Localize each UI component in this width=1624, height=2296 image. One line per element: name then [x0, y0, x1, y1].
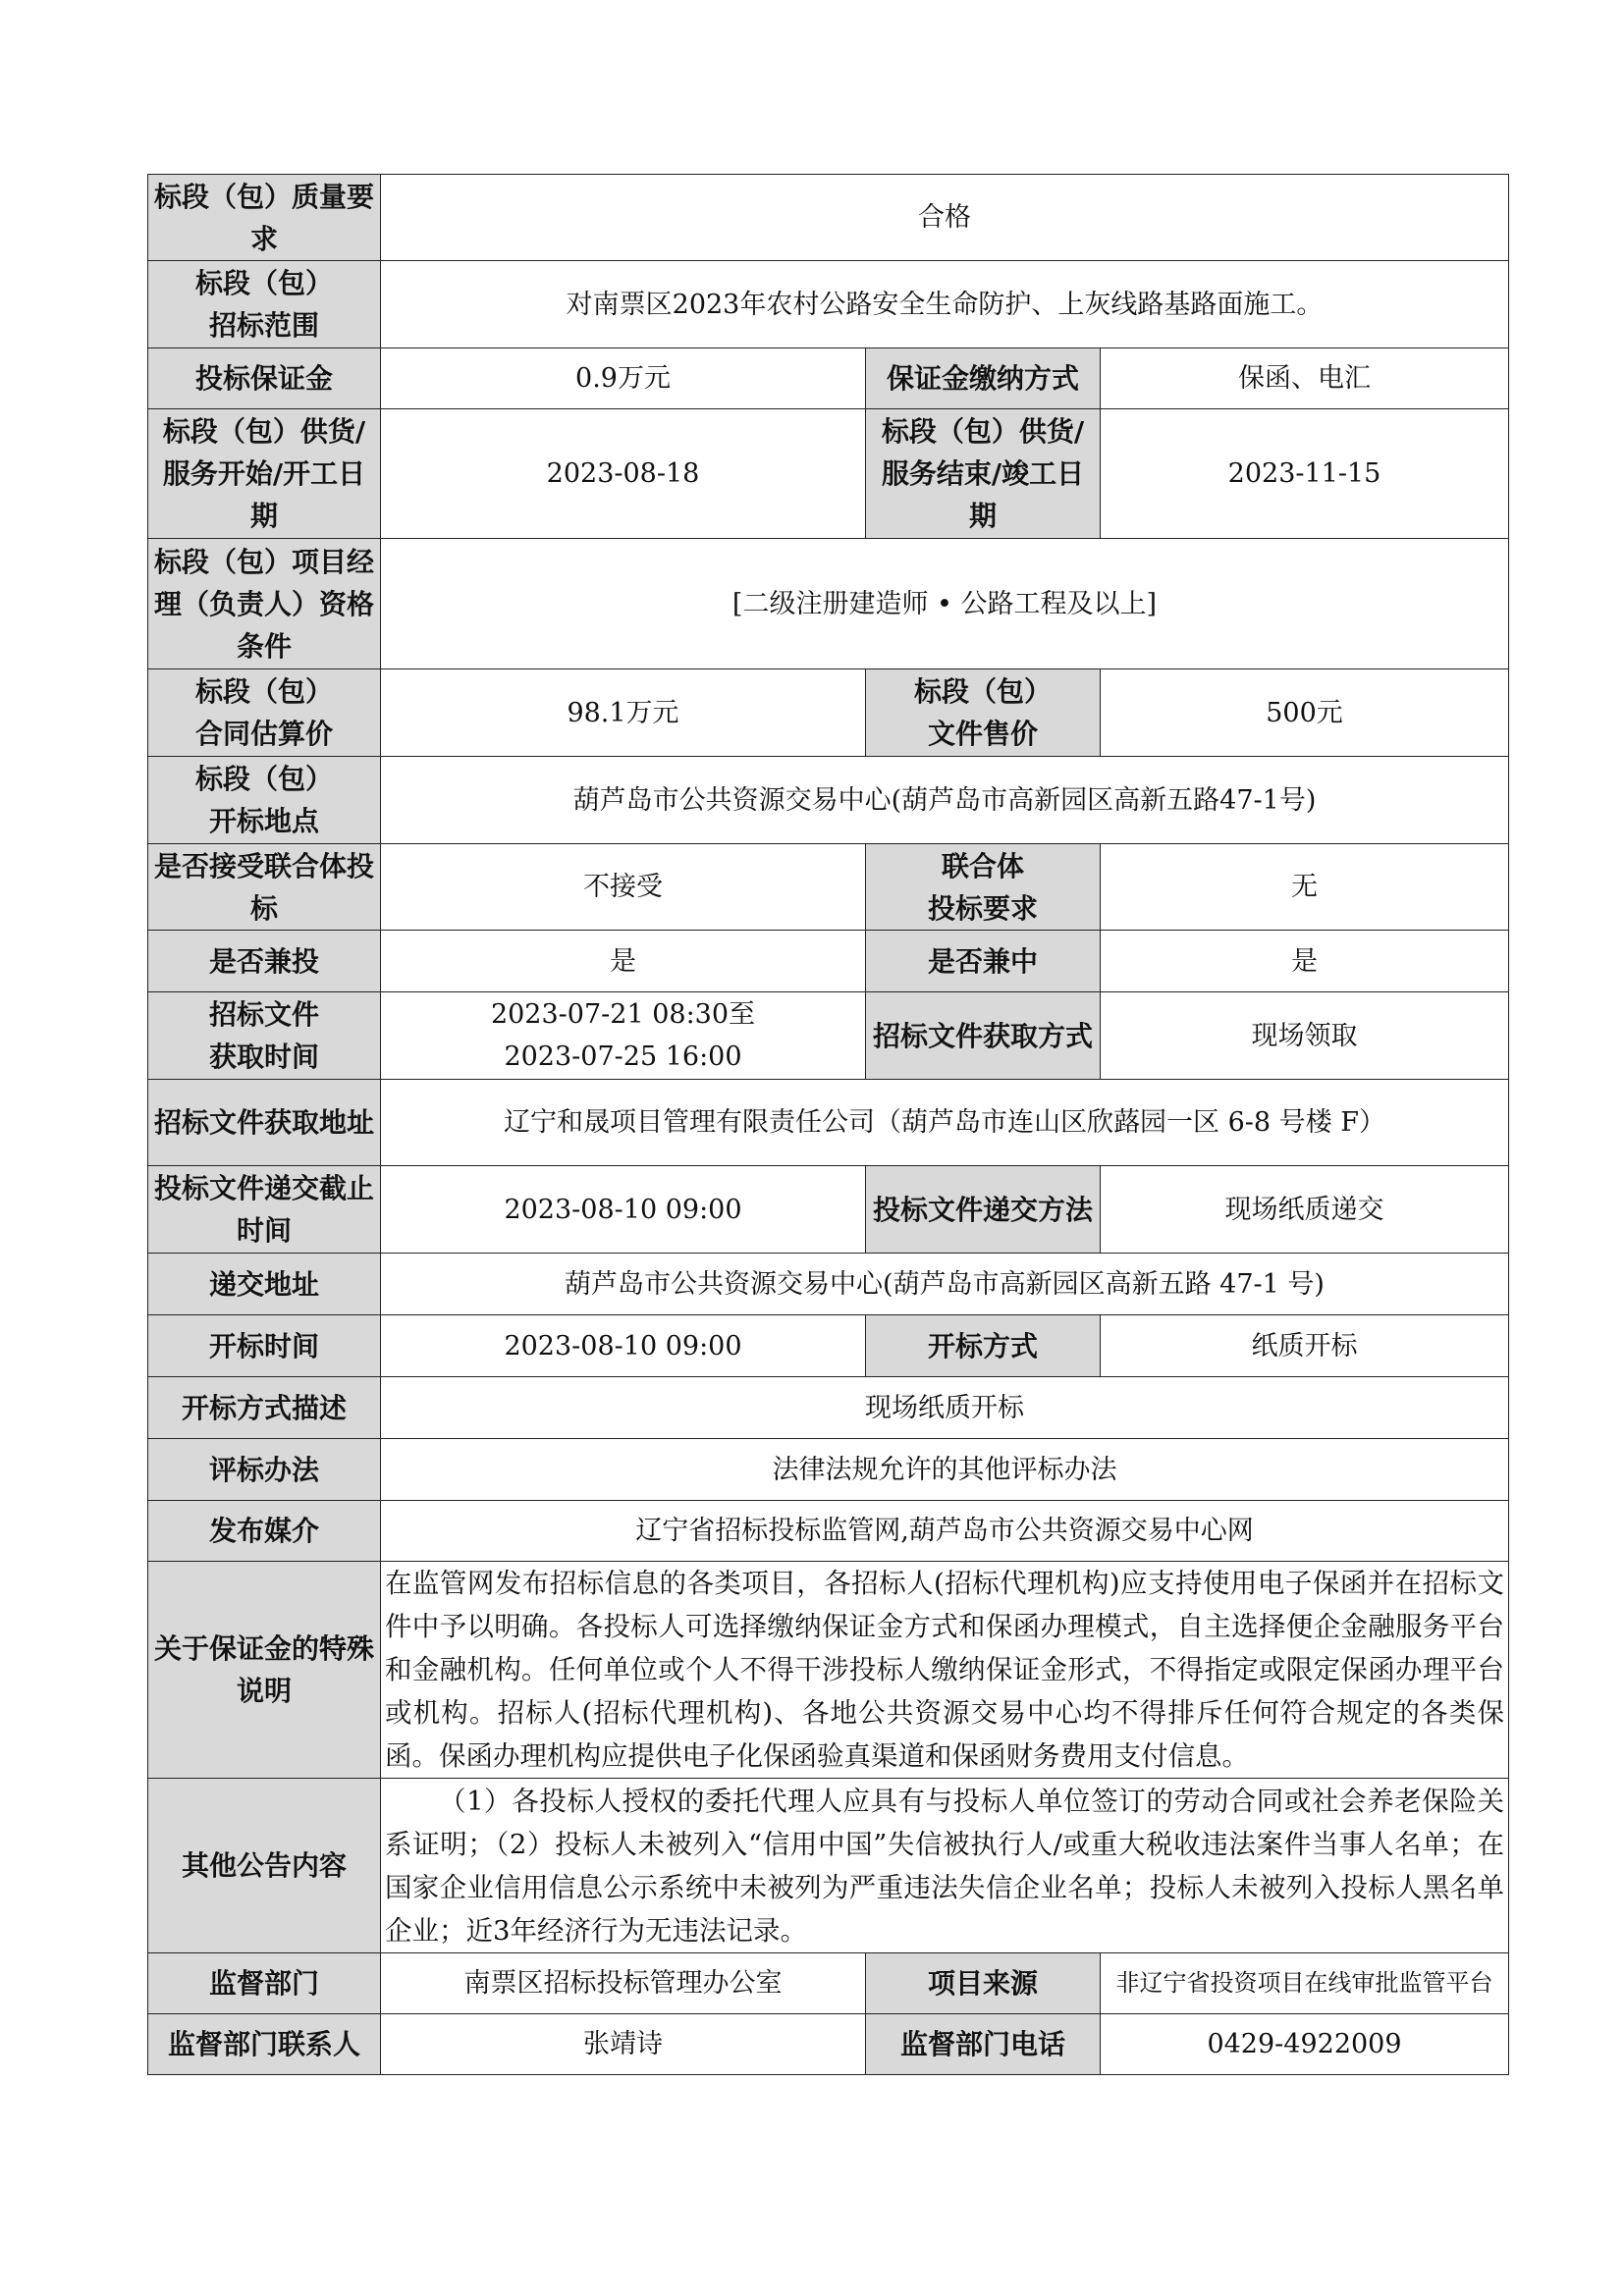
label-bond-note: 关于保证金的特殊说明: [148, 1562, 381, 1779]
label-consortium-req-line2: 投标要求: [927, 891, 1038, 925]
label-contract-price-line1: 标段（包）: [194, 675, 333, 708]
label-doc-method: 招标文件获取方式: [866, 992, 1101, 1080]
label-scope-line1: 标段（包）: [194, 267, 333, 299]
value-contract-price: 98.1万元: [381, 669, 866, 757]
value-multi-bid: 是: [381, 931, 866, 992]
value-phone: 0429-4922009: [1101, 2014, 1509, 2075]
row-deadline: [148, 1166, 1509, 1254]
value-doc-addr: 辽宁和晟项目管理有限责任公司（葫芦岛市连山区欣蕗园一区 6-8 号楼 F）: [381, 1080, 1509, 1166]
value-doc-time: [381, 992, 866, 1080]
row-consortium: [148, 844, 1509, 931]
row-supervise: [148, 1953, 1509, 2014]
label-multi-bid: 是否兼投: [148, 931, 381, 992]
label-location-line1: 标段（包）: [194, 763, 333, 795]
label-project-source: 项目来源: [866, 1953, 1101, 2014]
label-location: [148, 757, 381, 844]
value-doc-time-start: 2023-07-21 08:30至: [490, 999, 756, 1030]
value-submit-addr: 葫芦岛市公共资源交易中心(葫芦岛市高新园区高新五路 47-1 号): [381, 1254, 1509, 1315]
value-doc-price: 500元: [1101, 669, 1509, 757]
label-open-time: 开标时间: [148, 1315, 381, 1377]
value-open-time: 2023-08-10 09:00: [381, 1315, 866, 1377]
value-quality: 合格: [381, 175, 1509, 261]
value-scope: 对南票区2023年农村公路安全生命防护、上灰线路基路面施工。: [381, 261, 1509, 348]
value-eval: 法律法规允许的其他评标办法: [381, 1439, 1509, 1501]
label-contract-price-line2: 合同估算价: [194, 718, 333, 750]
label-consortium-req: [866, 844, 1101, 931]
value-open-method: 纸质开标: [1101, 1315, 1509, 1377]
label-supervise: 监督部门: [148, 1953, 381, 2014]
row-eval: [148, 1439, 1509, 1501]
label-doc-price-line2: 文件售价: [927, 718, 1038, 750]
value-consortium: 不接受: [381, 844, 866, 931]
row-other: [148, 1779, 1509, 1953]
value-manager: [二级注册建造师 • 公路工程及以上]: [381, 539, 1509, 669]
label-location-line2: 开标地点: [208, 805, 319, 837]
label-end-date: 标段（包）供货/服务结束/竣工日期: [866, 409, 1101, 539]
label-consortium-req-line1: 联合体: [941, 849, 1024, 882]
row-doc-time: [148, 992, 1509, 1080]
label-doc-addr: 招标文件获取地址: [148, 1080, 381, 1166]
row-bond-note: [148, 1562, 1509, 1779]
value-multi-win: 是: [1101, 931, 1509, 992]
label-eval: 评标办法: [148, 1439, 381, 1501]
label-deadline: 投标文件递交截止时间: [148, 1166, 381, 1254]
value-end-date: 2023-11-15: [1101, 409, 1509, 539]
label-start-date: 标段（包）供货/服务开始/开工日期: [148, 409, 381, 539]
value-media: 辽宁省招标投标监管网,葫芦岛市公共资源交易中心网: [381, 1501, 1509, 1562]
value-bond: 0.9万元: [381, 348, 866, 409]
label-media: 发布媒介: [148, 1501, 381, 1562]
value-open-desc: 现场纸质开标: [381, 1377, 1509, 1439]
row-submit-addr: [148, 1254, 1509, 1315]
label-doc-price-line1: 标段（包）: [913, 675, 1052, 708]
row-open-time: [148, 1315, 1509, 1377]
value-doc-time-end: 2023-07-25 16:00: [504, 1041, 742, 1072]
value-start-date: 2023-08-18: [381, 409, 866, 539]
row-dates: [148, 409, 1509, 539]
value-submit-method: 现场纸质递交: [1101, 1166, 1509, 1254]
value-doc-method: 现场领取: [1101, 992, 1509, 1080]
label-open-desc: 开标方式描述: [148, 1377, 381, 1439]
value-supervise: 南票区招标投标管理办公室: [381, 1953, 866, 2014]
tender-info-table: [147, 174, 1509, 2075]
label-scope-line2: 招标范围: [208, 309, 319, 342]
label-doc-time-line2: 获取时间: [208, 1041, 319, 1073]
label-bond: 投标保证金: [148, 348, 381, 409]
row-price: [148, 669, 1509, 757]
row-open-desc: [148, 1377, 1509, 1439]
row-quality: [148, 175, 1509, 261]
value-location: 葫芦岛市公共资源交易中心(葫芦岛市高新园区高新五路47-1号): [381, 757, 1509, 844]
label-submit-addr: 递交地址: [148, 1254, 381, 1315]
label-contact: 监督部门联系人: [148, 2014, 381, 2075]
label-manager: 标段（包）项目经理（负责人）资格条件: [148, 539, 381, 669]
value-bond-note: 在监管网发布招标信息的各类项目，各招标人(招标代理机构)应支持使用电子保函并在招标文件中予以明确。各投标人可选择缴纳保证金方式和保函办理模式，自主选择便企金融服务平台和金融机构。任何单位或个人不得干涉投标人缴纳保证金形式，不得指定或限定保函办理平台或机构。招标人(招标代理机构)、各地公共资源交易中心均不得排斥任何符合规定的各类保函。保函办理机构应提供电子化保函验真渠道和保函财务费用支付信息。: [381, 1562, 1509, 1779]
row-doc-addr: [148, 1080, 1509, 1166]
label-other: 其他公告内容: [148, 1779, 381, 1953]
value-deadline: 2023-08-10 09:00: [381, 1166, 866, 1254]
row-bond: [148, 348, 1509, 409]
label-open-method: 开标方式: [866, 1315, 1101, 1377]
label-consortium: 是否接受联合体投标: [148, 844, 381, 931]
label-doc-price: [866, 669, 1101, 757]
row-contact: [148, 2014, 1509, 2075]
label-submit-method: 投标文件递交方法: [866, 1166, 1101, 1254]
row-multi: [148, 931, 1509, 992]
label-quality: 标段（包）质量要求: [148, 175, 381, 261]
label-phone: 监督部门电话: [866, 2014, 1101, 2075]
label-scope: [148, 261, 381, 348]
row-media: [148, 1501, 1509, 1562]
value-bond-method: 保函、电汇: [1101, 348, 1509, 409]
value-other: （1）各投标人授权的委托代理人应具有与投标人单位签订的劳动合同或社会养老保险关系证明；（2）投标人未被列入“信用中国”失信被执行人/或重大税收违法案件当事人名单；在国家企业信用信息公示系统中未被列为严重违法失信企业名单；投标人未被列入投标人黑名单企业；近3年经济行为无违法记录。: [381, 1779, 1509, 1953]
row-manager: [148, 539, 1509, 669]
value-project-source: 非辽宁省投资项目在线审批监管平台: [1101, 1953, 1509, 2014]
value-consortium-req: 无: [1101, 844, 1509, 931]
label-bond-method: 保证金缴纳方式: [866, 348, 1101, 409]
label-contract-price: [148, 669, 381, 757]
label-multi-win: 是否兼中: [866, 931, 1101, 992]
label-doc-time: [148, 992, 381, 1080]
row-scope: [148, 261, 1509, 348]
row-location: [148, 757, 1509, 844]
value-contact: 张靖诗: [381, 2014, 866, 2075]
label-doc-time-line1: 招标文件: [208, 998, 319, 1031]
